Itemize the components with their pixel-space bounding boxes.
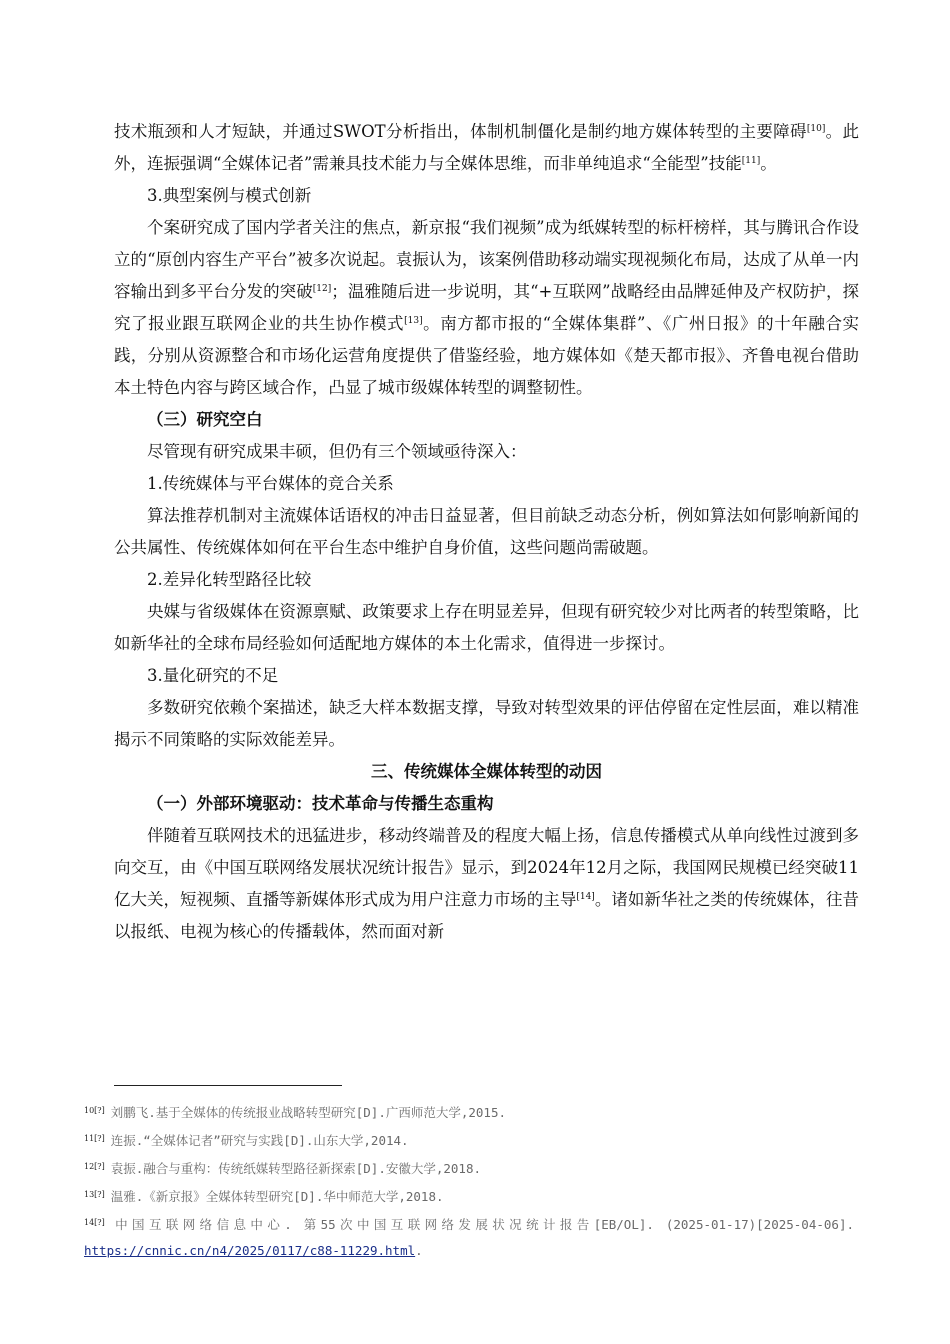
- body-paragraph: [114, 116, 859, 180]
- body-text: [114, 116, 859, 948]
- footnote: [84, 1182, 854, 1210]
- citation-ref[interactable]: [13]: [404, 316, 423, 326]
- text-run: （一）外部环境驱动：技术革命与传播生态重构: [147, 794, 494, 813]
- footnote-text: .: [415, 1243, 423, 1258]
- text-run: 尽管现有研究成果丰硕，但仍有三个领域亟待深入：: [147, 442, 527, 461]
- footnote: [84, 1154, 854, 1182]
- citation-ref[interactable]: [12]: [312, 284, 332, 294]
- text-run: ；温雅随后进一步说明，其“+互联网”战略经由品牌延伸及产权防护，探究了报业跟互联网企业的共生协作模式: [114, 282, 860, 333]
- footnote-link[interactable]: https://cnnic.cn/n4/2025/0117/c88-11229.html: [84, 1243, 416, 1258]
- body-paragraph: [114, 468, 859, 500]
- text-run: 。诸如新华社之类的传统媒体，往昔以报纸、电视为核心的传播载体，然而面对新: [114, 890, 859, 941]
- subsection-heading: [114, 788, 859, 820]
- text-run: 央媒与省级媒体在资源禀赋、政策要求上存在明显差异，但现有研究较少对比两者的转型策略，比如新华社的全球布局经验如何适配地方媒体的本土化需求，值得进一步探讨。: [114, 602, 859, 653]
- body-paragraph: [114, 596, 859, 660]
- footnote: [84, 1126, 854, 1154]
- section-heading: [114, 756, 859, 788]
- text-run: 伴随着互联网技术的迅猛进步，移动终端普及的程度大幅上扬，信息传播模式从单向线性过渡到多向交互，由《中国互联网络发展状况统计报告》显示，到2024年12月之际，我国网民规模已经突破11亿大关，短视频、直播等新媒体形式成为用户注意力市场的主导: [114, 826, 859, 909]
- footnotes: [84, 1098, 854, 1264]
- citation-ref[interactable]: [10]: [806, 124, 826, 134]
- footnote-text: 温雅.《新京报》全媒体转型研究[D].华中师范大学,2018.: [110, 1189, 444, 1204]
- footnote-mark: 12[?]: [84, 1162, 105, 1171]
- text-run: 技术瓶颈和人才短缺，并通过SWOT分析指出，体制机制僵化是制约地方媒体转型的主要障碍: [114, 122, 807, 141]
- text-run: 3.典型案例与模式创新: [147, 186, 312, 205]
- text-run: 个案研究成了国内学者关注的焦点，新京报“我们视频”成为纸媒转型的标杆榜样，其与腾讯合作设立的“原创内容生产平台”被多次说起。袁振认为，该案例借助移动端实现视频化布局，达成了从单一内容输出到多平台分发的突破: [114, 218, 859, 301]
- footnote-mark: 11[?]: [84, 1134, 105, 1143]
- footnote-text: 中国互联网络信息中心. 第55次中国互联网络发展状况统计报告[EB/OL]. (2025-01-17)[2025-04-06].: [110, 1217, 854, 1232]
- subsection-heading: [114, 404, 859, 436]
- footnote-mark: 10[?]: [84, 1106, 105, 1115]
- text-run: 3.量化研究的不足: [147, 666, 279, 685]
- citation-ref[interactable]: [11]: [741, 156, 761, 166]
- footnote-mark: 13[?]: [84, 1190, 105, 1199]
- footnote-text: 袁振.融合与重构：传统纸媒转型路径新探索[D].安徽大学,2018.: [110, 1161, 482, 1176]
- body-paragraph: [114, 564, 859, 596]
- body-paragraph: [114, 660, 859, 692]
- text-run: 1.传统媒体与平台媒体的竞合关系: [147, 474, 394, 493]
- footnote-text: 刘鹏飞.基于全媒体的传统报业战略转型研究[D].广西师范大学,2015.: [110, 1105, 507, 1120]
- body-paragraph: [114, 212, 859, 404]
- footnote: [84, 1098, 854, 1126]
- text-run: 。南方都市报的“全媒体集群”、《广州日报》的十年融合实践，分别从资源整合和市场化运营角度提供了借鉴经验，地方媒体如《楚天都市报》、齐鲁电视台借助本土特色内容与跨区域合作，凸显了城市级媒体转型的调整韧性。: [114, 314, 860, 397]
- footnote-mark: 14[?]: [84, 1218, 105, 1227]
- citation-ref[interactable]: [14]: [576, 892, 595, 902]
- footnote-divider: [114, 1085, 342, 1086]
- body-paragraph: [114, 500, 859, 564]
- footnote: [84, 1210, 854, 1264]
- body-paragraph: [114, 436, 859, 468]
- body-paragraph: [114, 820, 859, 948]
- text-run: 2.差异化转型路径比较: [147, 570, 312, 589]
- text-run: 。: [760, 154, 777, 173]
- text-run: 三、传统媒体全媒体转型的动因: [371, 762, 602, 781]
- text-run: 。此外，连振强调“全媒体记者”需兼具技术能力与全媒体思维，而非单纯追求“全能型”技能: [114, 122, 860, 173]
- body-paragraph: [114, 692, 859, 756]
- footnote-text: 连振.“全媒体记者”研究与实践[D].山东大学,2014.: [110, 1133, 409, 1148]
- text-run: 算法推荐机制对主流媒体话语权的冲击日益显著，但目前缺乏动态分析，例如算法如何影响新闻的公共属性、传统媒体如何在平台生态中维护自身价值，这些问题尚需破题。: [114, 506, 859, 557]
- body-paragraph: [114, 180, 859, 212]
- text-run: （三）研究空白: [147, 410, 263, 429]
- text-run: 多数研究依赖个案描述，缺乏大样本数据支撑，导致对转型效果的评估停留在定性层面，难以精准揭示不同策略的实际效能差异。: [114, 698, 859, 749]
